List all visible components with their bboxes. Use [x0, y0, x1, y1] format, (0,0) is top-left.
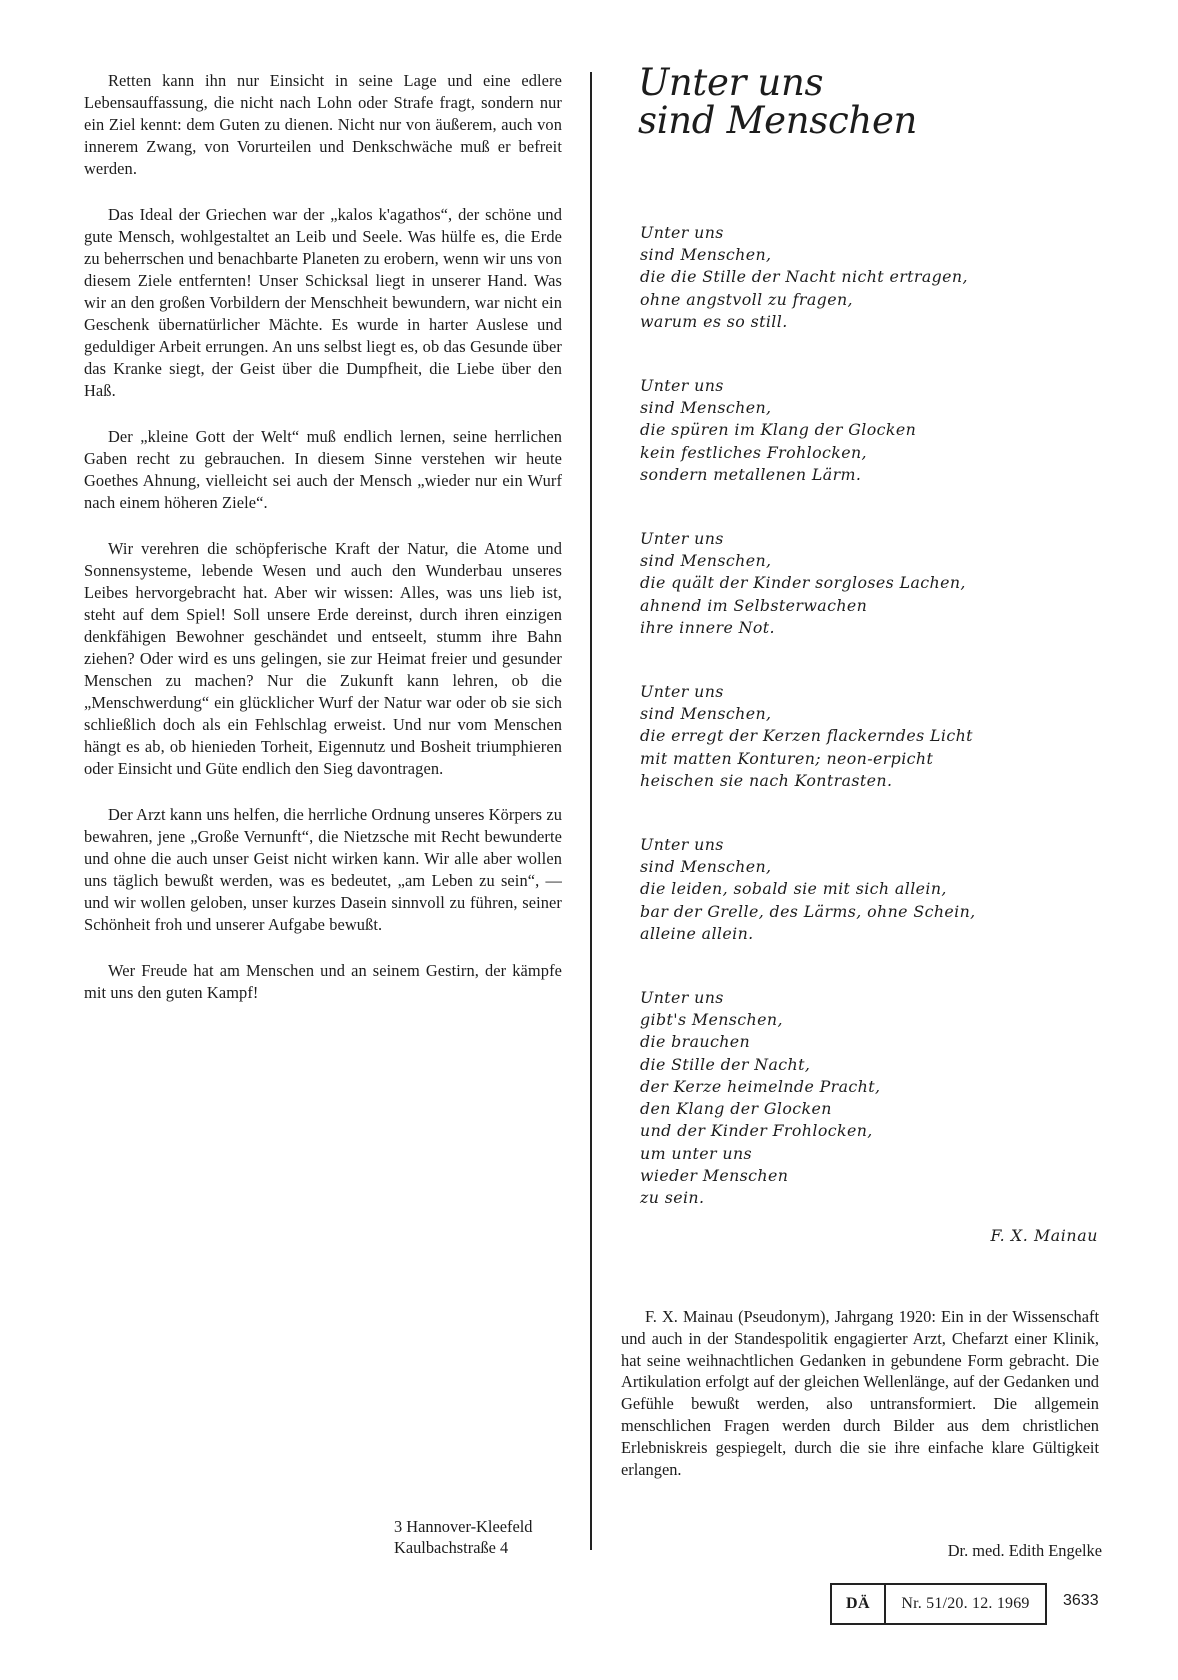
address-line: 3 Hannover-Kleefeld [394, 1517, 533, 1536]
poem-line: zu sein. [640, 1187, 705, 1207]
poem-line: um unter uns [640, 1143, 753, 1163]
poem-line: mit matten Konturen; neon-erpicht [640, 748, 934, 768]
poem-line: warum es so still. [640, 311, 788, 331]
poem-line: ahnend im Selbsterwachen [640, 595, 868, 615]
essay-paragraph: Der Arzt kann uns helfen, die herrliche Ordnung unseres Körpers zu bewahren, jene „Große Vernunft“, die Nietzsche mit Recht bewunderte und ohne die auch unser Geist nicht wirken kann. Wir alle aber wollen uns täglich bewußt werden, was es bedeutet, „am Leben zu sein“, — und wir wollen geloben, unser kurzes Dasein sinnvoll zu führen, seiner Schönheit froh und unserer Aufgabe bewußt. [84, 805, 563, 934]
poem-line: die spüren im Klang der Glocken [640, 420, 917, 440]
poem-line: die quält der Kinder sorgloses Lachen, [640, 573, 966, 593]
poem-line: ihre innere Not. [640, 617, 775, 637]
poem-line: wieder Menschen [640, 1165, 789, 1185]
poem-line: sind Menschen, [640, 857, 772, 877]
essay-paragraph: Der „kleine Gott der Welt“ muß endlich lernen, seine herrlichen Gaben recht zu gebrauchen. In diesem Sinne verstehen wir heute Goethes Ahnung, vielleicht sei auch der Mensch „wieder nur ein Wurf nach einem höheren Ziele“. [84, 427, 562, 512]
poem-title [638, 61, 918, 142]
poem-line: die die Stille der Nacht nicht ertragen, [640, 267, 968, 287]
poem-line: Unter uns [640, 682, 724, 702]
poem-line: bar der Grelle, des Lärms, ohne Schein, [640, 901, 976, 921]
bio-signature: Dr. med. Edith Engelke [947, 1541, 1102, 1560]
poem-line: die erregt der Kerzen flackerndes Licht [640, 726, 973, 746]
poem-line: den Klang der Glocken [640, 1099, 832, 1119]
essay-column [84, 70, 562, 1028]
essay-closing-paragraph: Wer Freude hat am Menschen und an seinem Gestirn, der kämpfe mit uns den guten Kampf! [84, 961, 562, 1002]
poem-line: gibt's Menschen, [640, 1010, 783, 1030]
poem-line: sind Menschen, [640, 551, 772, 571]
poem-line: und der Kinder Frohlocken, [640, 1121, 873, 1141]
address-line: Kaulbachstraße 4 [394, 1538, 509, 1557]
journal-logo: DÄ [832, 1585, 886, 1623]
essay-paragraph: Das Ideal der Griechen war der „kalos k'agathos“, der schöne und gute Mensch, wohlgestaltet an Leib und Seele. Was hülfe es, die Erde zu beherrschen und benachbarte Planeten zu erobern, wenn wir uns von diesem Ziele entfernten! Unser Schicksal liegt in unserer Hand. Was wir an den großen Vorbildern der Menschheit bewundern, war nicht ein Geschenk übernatürlicher Mächte. Es wurde in harter Auslese und geduldiger Arbeit errungen. An uns selbst liegt es, ob das Gesunde über das Kranke siegt, der Geist über die Dumpfheit, die Liebe über den Haß. [84, 205, 562, 400]
poem-line: sondern metallenen Lärm. [640, 464, 862, 484]
poem-line: heischen sie nach Kontrasten. [640, 770, 893, 790]
column-divider [590, 72, 592, 1550]
poem-author: F. X. Mainau [990, 1226, 1098, 1245]
poem-line: Unter uns [640, 376, 724, 396]
poem-title-line: sind Menschen [638, 99, 918, 142]
essay-paragraph: Wir verehren die schöpferische Kraft der Natur, die Atome und Sonnensysteme, lebende Wesen und auch den Wunderbau unseres Leibes hervorgebracht hat. Aber wir wissen: Alles, was uns lieb ist, steht auf dem Spiel! Soll unsere Erde dereinst, durch ihren einzigen denkfähigen Bewohner geschändet und entseelt, stumm ihre Bahn ziehen? Oder wird es uns gelingen, sie zur Heimat freier und gesunder Menschen zu machen? Nur die Zukunft kann lehren, ob die „Menschwerdung“ ein glücklicher Wurf der Natur war oder ob sie sich schließlich doch als ein Fehlschlag erweist. Und nur vom Menschen hängt es ab, ob hienieden Torheit, Eigennutz und Bosheit triumphieren oder Einsicht und Güte endlich den Sieg davontragen. [84, 539, 562, 778]
poem-line: ohne angstvoll zu fragen, [640, 289, 853, 309]
poem-line: sind Menschen, [640, 704, 772, 724]
poem-stanza [640, 681, 1100, 792]
journal-footer [830, 1583, 1047, 1625]
essay-paragraph: Retten kann ihn nur Einsicht in seine Lage und eine edlere Lebensauffassung, die nicht nach Lohn oder Strafe fragt, sondern nur ein Ziel kennt: dem Guten zu dienen. Nicht nur von äußerem, auch von innerem Zwang, von Vorurteilen und Denkschwäche muß er befreit werden. [84, 71, 562, 178]
author-address [394, 1516, 532, 1558]
poem-line: der Kerze heimelnde Pracht, [640, 1076, 881, 1096]
poem-line: Unter uns [640, 988, 724, 1008]
poem-line: die leiden, sobald sie mit sich allein, [640, 879, 947, 899]
poem-line: Unter uns [640, 835, 724, 855]
poem-line: kein festliches Frohlocken, [640, 442, 867, 462]
poem-body [640, 222, 1100, 1251]
poem-line: die Stille der Nacht, [640, 1054, 811, 1074]
poem-line: alleine allein. [640, 923, 754, 943]
poem-line: Unter uns [640, 223, 724, 242]
poem-title-line: Unter uns [638, 61, 824, 104]
author-biography: F. X. Mainau (Pseudonym), Jahrgang 1920: Ein in der Wissenschaft und auch in der Standespolitik engagierter Arzt, Chefarzt einer Klinik, hat seine weihnachtlichen Gedanken in gebundene Form gebracht. Die Artikulation erfolgt auf der gleichen Wellenlänge, auf der Gedanken und Gefühle bewußt werden, also untransformiert. Die allgemein menschlichen Fragen werden durch Bilder aus dem christlichen Erlebniskreis gespiegelt, durch die sie ihre einfache klare Gültigkeit erlangen. [621, 1307, 1099, 1479]
poem-line: die brauchen [640, 1032, 751, 1052]
poem-stanza [640, 375, 1100, 486]
page-number: 3633 [1063, 1592, 1099, 1609]
poem-stanza [640, 222, 1100, 333]
poem-line: Unter uns [640, 529, 724, 549]
poem-line: sind Menschen, [640, 398, 772, 418]
poem-stanza [640, 987, 1100, 1209]
poem-stanza [640, 528, 1100, 639]
poem-line: sind Menschen, [640, 245, 772, 265]
poem-stanza [640, 834, 1100, 945]
issue-label: Nr. 51/20. 12. 1969 [901, 1595, 1030, 1612]
